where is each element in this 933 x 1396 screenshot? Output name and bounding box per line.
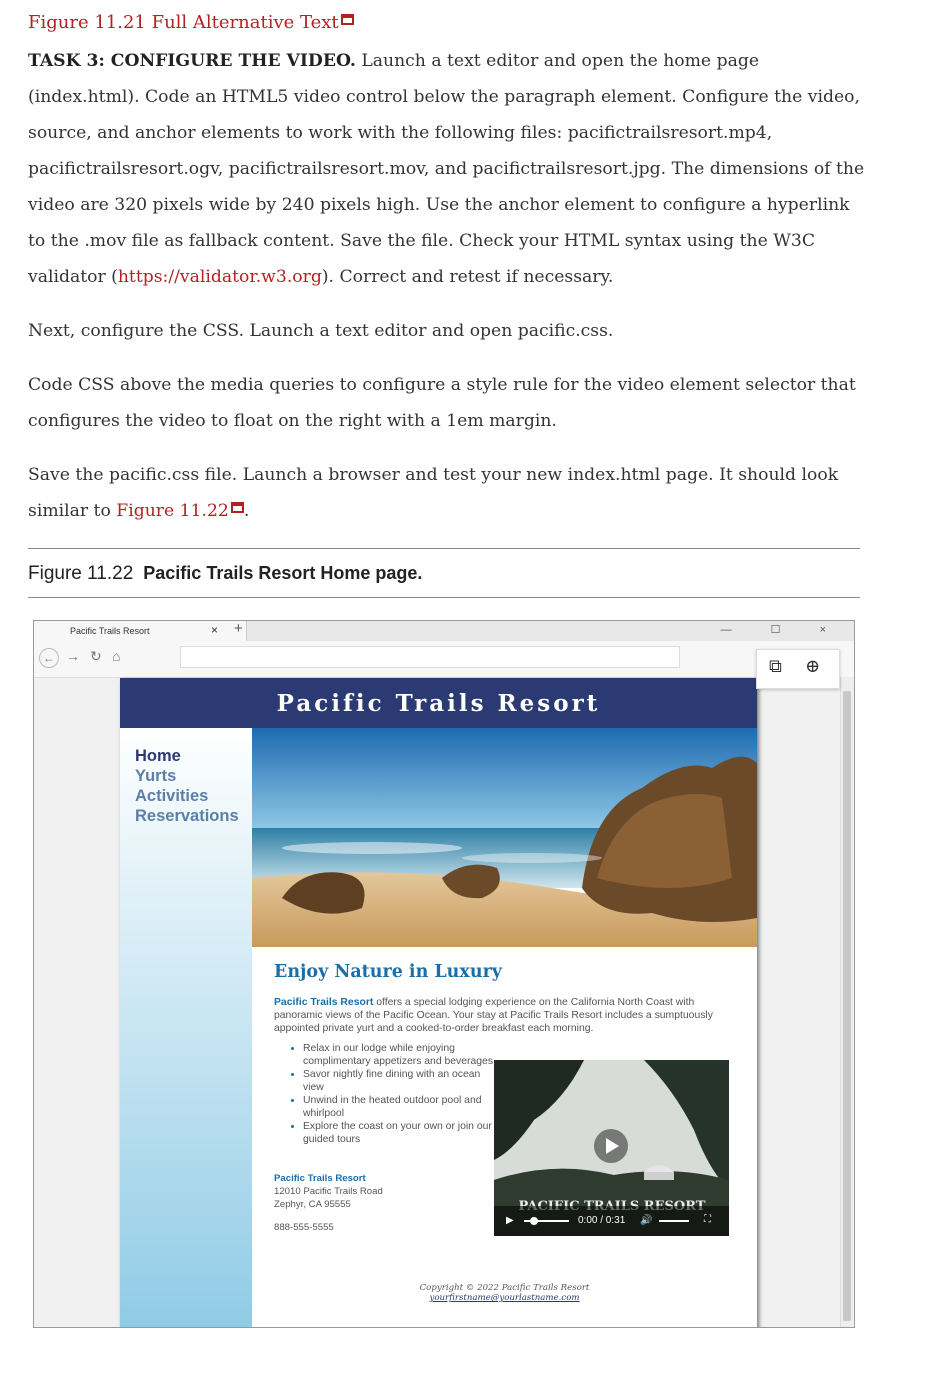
next-paragraph: Next, configure the CSS. Launch a text editor and open pacific.css.	[28, 321, 614, 341]
intro-paragraph	[274, 996, 734, 1035]
popup-icon	[231, 502, 244, 513]
nav-home[interactable]: Home	[135, 747, 181, 765]
sidebar	[120, 728, 252, 1328]
contact-phone: 888-555-5555	[274, 1222, 334, 1233]
nav-reservations[interactable]: Reservations	[135, 807, 239, 825]
forward-arrow-icon[interactable]: →	[66, 648, 80, 664]
nav-yurts[interactable]: Yurts	[135, 767, 177, 785]
copy-icon[interactable]: ⧉	[769, 656, 782, 677]
validator-link[interactable]: https://validator.w3.org	[117, 267, 322, 287]
save-text: Save the pacific.css file. Launch a browser and test your new index.html page. It should look similar to	[28, 465, 839, 521]
new-tab-icon[interactable]: +	[234, 620, 243, 637]
video-controls[interactable]	[494, 1206, 729, 1236]
window-controls[interactable]: — ☐ ×	[720, 624, 844, 636]
figure-11-21-link[interactable]	[28, 12, 354, 33]
nav-activities[interactable]: Activities	[135, 787, 209, 805]
browser-window	[33, 620, 855, 1328]
progress-handle[interactable]	[530, 1217, 538, 1225]
site-title: Pacific Trails Resort	[276, 690, 601, 717]
hero-image	[252, 728, 757, 947]
close-tab-icon[interactable]: ×	[211, 623, 219, 637]
volume-icon[interactable]: 🔊	[640, 1215, 653, 1226]
site-header	[120, 678, 757, 728]
fullscreen-icon[interactable]: ⛶	[704, 1214, 711, 1225]
caption-title: Pacific Trails Resort Home page.	[143, 563, 423, 583]
figure-caption	[28, 563, 422, 585]
scrollbar-thumb[interactable]	[843, 691, 851, 1321]
task-heading: TASK 3: CONFIGURE THE VIDEO.	[28, 51, 356, 71]
tab-title: Pacific Trails Resort	[70, 626, 150, 636]
code-paragraph: Code CSS above the media queries to configure a style rule for the video element selector that configures the video to float on the right with a 1em margin.	[28, 375, 856, 431]
list-item: • Relax in our lodge while enjoying complimentary appetizers and beverages	[303, 1042, 503, 1068]
video-time: 0:00 / 0:31	[578, 1215, 626, 1226]
task-text-end: ). Correct and retest if necessary.	[321, 267, 614, 287]
footer-copyright: Copyright © 2022 Pacific Trails Resort	[419, 1283, 590, 1293]
divider	[28, 597, 860, 598]
address-bar[interactable]	[180, 646, 680, 668]
intro-brand: Pacific Trails Resort	[274, 997, 374, 1008]
list-item: • Savor nightly fine dining with an ocean view	[303, 1068, 503, 1094]
zoom-in-icon[interactable]: ⊕	[805, 656, 821, 677]
site-nav	[120, 746, 239, 826]
list-item: • Explore the coast on your own or join our guided tours	[303, 1120, 503, 1146]
play-icon[interactable]: ▶	[506, 1215, 514, 1226]
video-player[interactable]	[494, 1060, 729, 1236]
home-icon[interactable]: ⌂	[112, 648, 121, 664]
scrollbar[interactable]	[840, 677, 853, 1327]
screenshot-toolbar	[756, 649, 840, 689]
popup-icon	[341, 14, 354, 25]
figure-11-22-link[interactable]: Figure 11.22	[116, 501, 229, 521]
task-text: Launch a text editor and open the home page (index.html). Code an HTML5 video control below the paragraph element. Configure the video, source, and anchor elements to work with the following files: pacifictrailsresort.mp4, pacifictrailsresort.ogv, pacifictrailsresort.mov, and pacifictrailsresort.jpg. The dimensions of the video are 320 pixels wide by 240 pixels high. Use the anchor element to configure a hyperlink to the .mov file as fallback content. Save the file. Check your HTML syntax using the W3C validator (	[28, 51, 865, 287]
footer-email[interactable]: yourfirstname@yourlastname.com	[429, 1293, 580, 1303]
intro-text: offers a special lodging experience on the California North Coast with panoramic views of the Pacific Ocean. Your stay at Pacific Trails Resort includes a sumptuously appointed private yurt and a cooked-to-order breakfast each morning.	[274, 997, 713, 1034]
reload-icon[interactable]: ↻	[90, 648, 102, 664]
back-arrow-icon[interactable]: ←	[39, 648, 59, 668]
save-paragraph	[28, 457, 868, 529]
contact-street: 12010 Pacific Trails Road	[274, 1186, 383, 1197]
contact-name: Pacific Trails Resort	[274, 1173, 366, 1184]
list-item: • Unwind in the heated outdoor pool and whirlpool	[303, 1094, 503, 1120]
figure-11-21-label[interactable]: Figure 11.21 Full Alternative Text	[28, 12, 339, 33]
tab-bar	[34, 621, 854, 641]
contact-address	[274, 1172, 383, 1211]
task-paragraph	[28, 43, 868, 295]
contact-city: Zephyr, CA 95555	[274, 1199, 351, 1210]
browser-tab[interactable]	[34, 621, 247, 641]
nav-bar	[34, 641, 854, 678]
divider	[28, 548, 860, 549]
feature-list	[288, 1042, 503, 1146]
caption-number: Figure 11.22	[28, 563, 134, 584]
site-footer	[252, 1283, 757, 1303]
website	[120, 678, 757, 1328]
main-heading: Enjoy Nature in Luxury	[274, 962, 502, 982]
volume-slider[interactable]	[659, 1220, 689, 1222]
save-end: .	[243, 501, 250, 521]
